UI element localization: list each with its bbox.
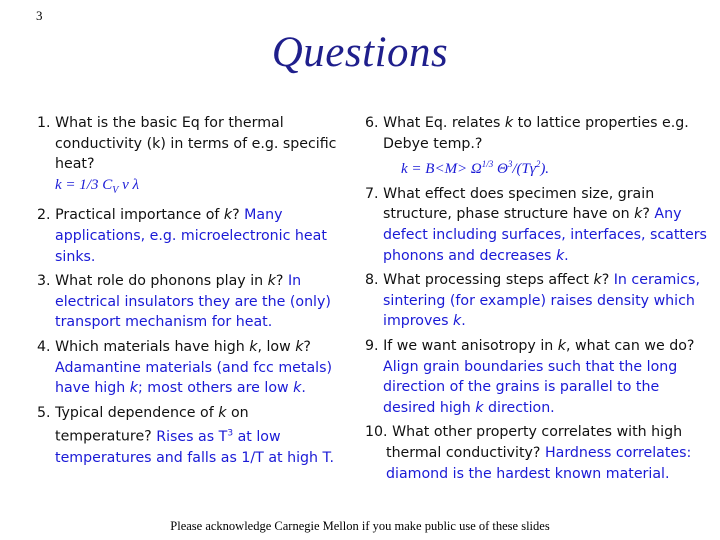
formula-thermal-conductivity (55, 175, 347, 202)
question-text: Practical importance of (55, 207, 224, 224)
question-text: Which materials have high (55, 338, 250, 355)
question-k: k (634, 206, 643, 223)
footer-acknowledgement: Please acknowledge Carnegie Mellon if you make public use of these slides (170, 519, 550, 533)
question-number: 1. (37, 115, 51, 131)
question-number: 5. (37, 404, 51, 421)
question-number: 2. (37, 207, 51, 224)
question-3 (37, 271, 347, 333)
question-6 (365, 113, 710, 180)
question-number: 9. (365, 337, 379, 354)
answer-text: Many applications, e.g. microelectronic heat sinks. (55, 207, 327, 265)
question-9 (365, 336, 710, 418)
question-number: 6. (365, 115, 379, 131)
page-number: 3 (36, 8, 43, 23)
question-text-end: to lattice properties e.g. Debye temp.? (383, 115, 689, 152)
formula-sup-3: 2 (535, 159, 541, 170)
answer-end: . (301, 380, 306, 397)
question-10 (365, 422, 710, 484)
question-2 (37, 205, 347, 267)
question-number: 7. (365, 185, 379, 202)
formula-debye (383, 154, 710, 180)
question-number: 10. (365, 424, 388, 441)
formula-part-b: Θ (493, 161, 508, 178)
formula-subscript: V (112, 184, 119, 196)
question-text: What role do phonons play in (55, 273, 268, 290)
formula-sup-2: 3 (507, 159, 513, 170)
question-number: 4. (37, 338, 51, 355)
formula-part-d: ). (540, 161, 550, 178)
answer-part: In ceramics, sintering (for example) raises density which improves (383, 272, 700, 330)
formula-sup-1: 1/3 (481, 159, 494, 170)
slide-title: Questions (271, 29, 449, 76)
question-text-end: ? (642, 206, 650, 223)
question-k: k (504, 115, 514, 131)
formula-rest: v λ (118, 176, 139, 193)
question-text-end: on temperature? (55, 404, 249, 446)
answer-k-2: k (293, 380, 302, 397)
question-k: k (557, 337, 566, 354)
question-k: k (218, 404, 227, 421)
question-text: What is the basic Eq for thermal conductivity ( (55, 115, 284, 152)
question-k: k (249, 338, 258, 355)
question-text-end: ) in terms of e.g. specific heat? (55, 135, 337, 173)
question-text-end: , what can we do? (566, 337, 695, 354)
question-text-end: ? (232, 207, 240, 224)
answer-part-2: ; most others are low (137, 380, 294, 397)
right-question-column (365, 113, 710, 488)
answer-k: k (475, 399, 484, 416)
answer-k: k (453, 313, 462, 330)
formula-part-c: /(Tγ (512, 161, 536, 178)
answer-text (383, 359, 677, 416)
question-text: If we want anisotropy in (383, 337, 558, 354)
answer-text: Hardness correlates: diamond is the hardest known material. (386, 444, 692, 482)
question-text: Typical dependence of (55, 404, 219, 421)
question-8 (365, 270, 710, 332)
question-text-mid: , low (257, 338, 296, 355)
answer-part: Any defect including surfaces, interfaces, scatters phonons and decreases (383, 206, 707, 264)
question-7 (365, 184, 710, 266)
answer-part: Rises as T (156, 429, 228, 446)
formula-part-a: k = B<M> Ω (401, 161, 482, 178)
answer-part-2: at low temperatures and falls as 1/T at high T. (55, 429, 335, 466)
answer-part: Align grain boundaries such that the long direction of the grains is parallel to the desired high (383, 358, 678, 416)
question-number: 8. (365, 272, 379, 289)
answer-text: In electrical insulators they are the (only) transport mechanism for heat. (55, 273, 331, 331)
question-k: k (223, 207, 233, 224)
question-k-2: k (295, 338, 304, 355)
question-text: What other property correlates with high thermal conductivity? (386, 424, 683, 461)
answer-k: k (129, 380, 138, 397)
answer-end: . (564, 247, 569, 264)
question-k: k (593, 272, 602, 289)
question-text-end: ? (601, 272, 610, 289)
answer-end: . (461, 313, 466, 330)
left-question-column (37, 113, 347, 472)
answer-end: direction. (483, 399, 555, 416)
question-text: What processing steps affect (383, 272, 594, 289)
question-text-end: ? (303, 338, 311, 355)
question-5 (37, 403, 347, 469)
answer-k: k (555, 247, 565, 264)
question-text: What effect does specimen size, grain structure, phase structure have on (383, 185, 655, 223)
question-number: 3. (37, 273, 51, 290)
answer-part: Adamantine materials (and fcc metals) have high (55, 359, 333, 397)
question-text-end: ? (275, 273, 284, 290)
formula-main: k = 1/3 C (55, 176, 113, 193)
question-4 (37, 337, 347, 399)
question-1 (37, 113, 347, 201)
answer-superscript: 3 (227, 428, 234, 439)
question-k: k (267, 273, 276, 290)
question-text: What Eq. relates (383, 115, 505, 131)
answer-text (55, 360, 332, 397)
question-k: k (152, 135, 161, 152)
